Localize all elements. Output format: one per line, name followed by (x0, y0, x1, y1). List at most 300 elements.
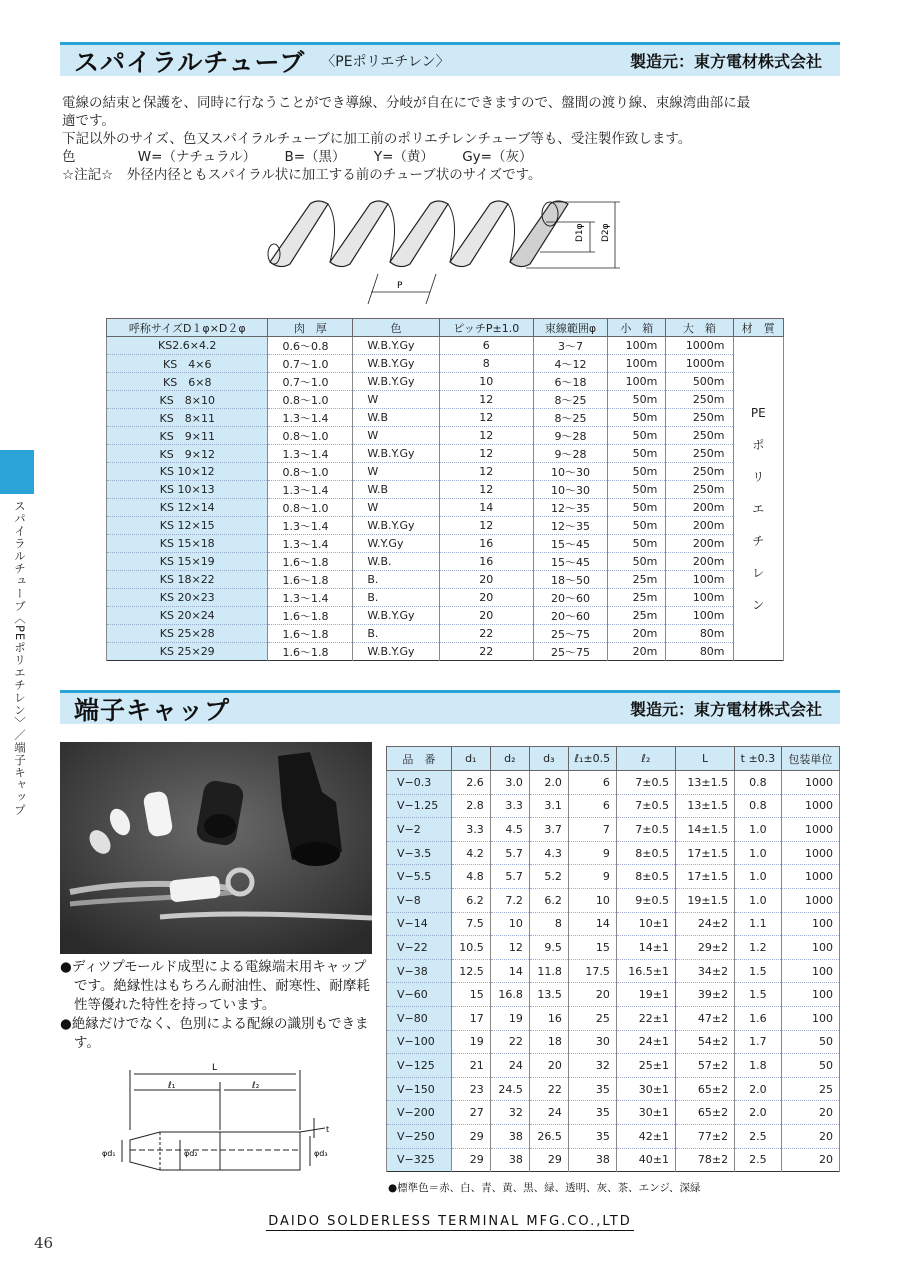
table-cell: 30±1 (616, 1077, 675, 1101)
table-cell: 12 (439, 481, 533, 499)
table-cell: KS 25×28 (107, 625, 268, 643)
table-cell: W.Y.Gy (353, 535, 439, 553)
table-cell: 3.1 (529, 794, 568, 818)
table-cell: 3.7 (529, 818, 568, 842)
color-legend (62, 148, 840, 166)
table-cell: 250m (666, 463, 733, 481)
d1-label: D1φ (575, 223, 585, 242)
table-cell: KS 4×6 (107, 355, 268, 373)
table-cell: 35 (568, 1077, 616, 1101)
table-row (387, 959, 840, 983)
table-cell: 38 (568, 1148, 616, 1172)
col-material: 材 質 (733, 319, 783, 337)
table-cell: 1.0 (735, 818, 782, 842)
col-color: 色 (353, 319, 439, 337)
table-cell: 5.7 (490, 865, 529, 889)
table-cell: 24±1 (616, 1030, 675, 1054)
table-cell: 100 (781, 1006, 839, 1030)
table-cell: 16.5±1 (616, 959, 675, 983)
table-cell: 20〜60 (533, 589, 608, 607)
table-cell: 24 (529, 1101, 568, 1125)
table-cell: 11.8 (529, 959, 568, 983)
table-row (107, 463, 784, 481)
table-cell: 14 (490, 959, 529, 983)
table-cell: 1000 (781, 771, 839, 795)
table-cell: 8 (439, 355, 533, 373)
table-cell: V−125 (387, 1054, 452, 1078)
table-cell: 15〜45 (533, 553, 608, 571)
table-cell: 14 (439, 499, 533, 517)
table-cell: W (353, 391, 439, 409)
table-cell: KS 15×18 (107, 535, 268, 553)
table-cell: 32 (568, 1054, 616, 1078)
table-cell: V−100 (387, 1030, 452, 1054)
table-cell: 12 (490, 936, 529, 960)
table-cell: 6 (439, 337, 533, 355)
col-d1: d₁ (451, 747, 490, 771)
table-cell: 50m (608, 391, 666, 409)
table-cell: 10.5 (451, 936, 490, 960)
table-cell: 22 (439, 643, 533, 661)
col-part-no: 品 番 (387, 747, 452, 771)
table-cell: 1.6〜1.8 (268, 571, 353, 589)
table-cell: 4.2 (451, 841, 490, 865)
table-cell: 12 (439, 445, 533, 463)
table-cell: 16.8 (490, 983, 529, 1007)
table-cell: 1.1 (735, 912, 782, 936)
manufacturer: 製造元：東方電材株式会社 (629, 52, 822, 71)
spiral-tube-table (106, 318, 784, 661)
table-cell: 20 (781, 1124, 839, 1148)
table-header-row (387, 747, 840, 771)
table-cell: 7±0.5 (616, 818, 675, 842)
table-cell: 2.0 (529, 771, 568, 795)
material-char: ポ (752, 438, 765, 452)
section-title: スパイラルチューブ (74, 47, 306, 77)
table-row (387, 794, 840, 818)
table-cell: 2.5 (735, 1124, 782, 1148)
table-row (107, 643, 784, 661)
table-cell: 3.0 (490, 771, 529, 795)
col-range: 束線範囲φ (533, 319, 608, 337)
table-cell: 32 (490, 1101, 529, 1125)
table-cell: 20 (781, 1148, 839, 1172)
table-cell: 20 (568, 983, 616, 1007)
table-cell: 1000 (781, 888, 839, 912)
feature-list (60, 958, 380, 1053)
table-row (387, 1148, 840, 1172)
table-cell: 47±2 (675, 1006, 734, 1030)
table-cell: 16 (439, 553, 533, 571)
length-label: L (212, 1063, 218, 1073)
table-cell: KS 6×8 (107, 373, 268, 391)
table-cell: 12 (439, 391, 533, 409)
table-cell: 1.3〜1.4 (268, 589, 353, 607)
table-cell: 78±2 (675, 1148, 734, 1172)
table-cell: W.B. (353, 553, 439, 571)
table-cell: 29 (529, 1148, 568, 1172)
table-cell: 1.6〜1.8 (268, 625, 353, 643)
feature-item: ●ディツプモールド成型による電線端末用キャップです。絶縁性はもちろん耐油性、耐寒性、耐摩耗性等優れた特性を持っています。 (60, 959, 370, 1013)
table-cell: 10 (568, 888, 616, 912)
table-cell: 250m (666, 409, 733, 427)
table-row (387, 818, 840, 842)
table-row (387, 1030, 840, 1054)
table-cell: W (353, 427, 439, 445)
table-row (107, 553, 784, 571)
table-cell: 1000 (781, 794, 839, 818)
table-cell: 12 (439, 427, 533, 445)
table-cell: 8 (529, 912, 568, 936)
table-cell: 25m (608, 607, 666, 625)
table-row (107, 625, 784, 643)
table-cell: 80m (666, 625, 733, 643)
table-cell: 17±1.5 (675, 865, 734, 889)
table-cell: 50 (781, 1030, 839, 1054)
color-y: Y=（黄） (373, 149, 434, 165)
table-cell: W (353, 499, 439, 517)
manufacturer: 製造元：東方電材株式会社 (629, 700, 822, 719)
color-b: B=（黒） (284, 149, 346, 165)
desc-note: ☆注記☆ 外径内径ともスパイラル状に加工する前のチューブ状のサイズです。 (62, 167, 542, 183)
table-cell: 20〜60 (533, 607, 608, 625)
table-cell: V−80 (387, 1006, 452, 1030)
table-cell: 13.5 (529, 983, 568, 1007)
table-cell: W.B (353, 409, 439, 427)
table-row (387, 1124, 840, 1148)
material-char: リ (752, 470, 765, 484)
table-cell: 10±1 (616, 912, 675, 936)
d1-label: φd₁ (102, 1149, 116, 1158)
table-cell: 10〜30 (533, 463, 608, 481)
table-cell: 20 (529, 1054, 568, 1078)
color-gy: Gy=（灰） (462, 149, 533, 165)
table-cell: 39±2 (675, 983, 734, 1007)
feature-item: ●絶縁だけでなく、色別による配線の識別もできます。 (60, 1016, 369, 1051)
table-cell: 18〜50 (533, 571, 608, 589)
table-cell: 2.0 (735, 1101, 782, 1125)
terminal-cap-table (386, 746, 840, 1172)
l2-label: ℓ₂ (252, 1081, 260, 1091)
table-cell: 38 (490, 1124, 529, 1148)
table-cell: 1.8 (735, 1054, 782, 1078)
col-t: t ±0.3 (735, 747, 782, 771)
page-number: 46 (34, 1234, 54, 1252)
table-row (387, 1006, 840, 1030)
table-cell: 4.3 (529, 841, 568, 865)
table-cell: 0.8 (735, 794, 782, 818)
table-cell: 4.5 (490, 818, 529, 842)
material-char: ン (752, 598, 765, 612)
table-cell: 24±2 (675, 912, 734, 936)
material-char: PE (750, 406, 766, 420)
table-cell: 50m (608, 463, 666, 481)
table-cell: 1.3〜1.4 (268, 409, 353, 427)
table-cell: 16 (529, 1006, 568, 1030)
table-cell: 50 (781, 1054, 839, 1078)
table-cell: V−5.5 (387, 865, 452, 889)
table-cell: 25〜75 (533, 643, 608, 661)
table-cell: 15〜45 (533, 535, 608, 553)
col-size: 呼称サイズD１φ×D２φ (107, 319, 268, 337)
table-cell: KS 9×12 (107, 445, 268, 463)
table-cell: 1000m (666, 337, 733, 355)
table-cell: 26.5 (529, 1124, 568, 1148)
table-cell: 3.3 (490, 794, 529, 818)
table-cell: 0.8〜1.0 (268, 391, 353, 409)
table-cell: V−2 (387, 818, 452, 842)
table-cell: 250m (666, 481, 733, 499)
table-cell: 17±1.5 (675, 841, 734, 865)
table-cell: V−250 (387, 1124, 452, 1148)
table-cell: 0.7〜1.0 (268, 373, 353, 391)
side-tab-marker (0, 450, 34, 494)
table-cell: V−325 (387, 1148, 452, 1172)
table-cell: KS 25×29 (107, 643, 268, 661)
table-cell: 50m (608, 499, 666, 517)
table-cell: 1.2 (735, 936, 782, 960)
col-l2: ℓ₂ (616, 747, 675, 771)
table-cell: 1000 (781, 841, 839, 865)
col-d3: d₃ (529, 747, 568, 771)
table-cell: 100 (781, 912, 839, 936)
table-cell: 80m (666, 643, 733, 661)
table-row (387, 936, 840, 960)
table-cell: 1.6〜1.8 (268, 643, 353, 661)
table-cell: 200m (666, 499, 733, 517)
table-cell: 25〜75 (533, 625, 608, 643)
table-row (107, 535, 784, 553)
col-pack: 包装単位 (781, 747, 839, 771)
col-l1: ℓ₁±0.5 (568, 747, 616, 771)
table-cell: 5.7 (490, 841, 529, 865)
table-cell: 13±1.5 (675, 794, 734, 818)
table-cell: 14±1.5 (675, 818, 734, 842)
section-title: 端子キャップ (74, 695, 231, 725)
table-cell: 9〜28 (533, 427, 608, 445)
table-cell: 0.6〜0.8 (268, 337, 353, 355)
table-row (107, 571, 784, 589)
product-photo (60, 742, 372, 954)
table-cell: 19 (490, 1006, 529, 1030)
table-cell: 20m (608, 643, 666, 661)
col-small-box: 小 箱 (608, 319, 666, 337)
table-cell: 100 (781, 936, 839, 960)
table-cell: 25±1 (616, 1054, 675, 1078)
table-cell: 9±0.5 (616, 888, 675, 912)
table-cell: 3.3 (451, 818, 490, 842)
spiral-tube-header (60, 42, 840, 76)
table-cell: 65±2 (675, 1101, 734, 1125)
table-cell: 35 (568, 1101, 616, 1125)
table-cell: V−14 (387, 912, 452, 936)
table-cell: 1000m (666, 355, 733, 373)
table-cell: 100m (666, 571, 733, 589)
table-cell: 16 (439, 535, 533, 553)
table-cell: 24.5 (490, 1077, 529, 1101)
table-cell: 50m (608, 535, 666, 553)
table-cell: 14 (568, 912, 616, 936)
table-cell: 23 (451, 1077, 490, 1101)
table-cell: 9〜28 (533, 445, 608, 463)
table-cell: 10 (439, 373, 533, 391)
table-cell: KS 15×19 (107, 553, 268, 571)
table-cell: 6 (568, 771, 616, 795)
l1-label: ℓ₁ (168, 1081, 176, 1091)
table-cell: V−60 (387, 983, 452, 1007)
table-cell: B. (353, 571, 439, 589)
table-cell: 29±2 (675, 936, 734, 960)
table-cell: 100m (666, 607, 733, 625)
table-cell: W.B.Y.Gy (353, 517, 439, 535)
table-cell: 19 (451, 1030, 490, 1054)
material-char: チ (752, 534, 765, 548)
table-cell: 42±1 (616, 1124, 675, 1148)
table-cell: 1.3〜1.4 (268, 517, 353, 535)
table-cell: 6〜18 (533, 373, 608, 391)
table-cell: 1000 (781, 865, 839, 889)
table-cell: 200m (666, 517, 733, 535)
table-cell: 21 (451, 1054, 490, 1078)
table-row (107, 499, 784, 517)
col-thickness: 肉 厚 (268, 319, 353, 337)
table-cell: 50m (608, 517, 666, 535)
table-cell: 7.2 (490, 888, 529, 912)
table-cell: KS 20×23 (107, 589, 268, 607)
table-cell: 25 (568, 1006, 616, 1030)
table-cell: 2.5 (735, 1148, 782, 1172)
side-label: スパイラルチューブ〈PEポリエチレン〉／端子キャップ (13, 500, 27, 817)
table-cell: B. (353, 625, 439, 643)
col-large-box: 大 箱 (666, 319, 733, 337)
table-cell: 50m (608, 445, 666, 463)
table-cell: 34±2 (675, 959, 734, 983)
description (62, 94, 840, 184)
table-cell: 22 (490, 1030, 529, 1054)
table-cell: W.B.Y.Gy (353, 373, 439, 391)
table-cell: 17.5 (568, 959, 616, 983)
table-cell: 12.5 (451, 959, 490, 983)
table-cell: 15 (568, 936, 616, 960)
table-cell: 1000 (781, 818, 839, 842)
table-cell: KS 12×14 (107, 499, 268, 517)
table-cell: 9 (568, 841, 616, 865)
table-cell: 20 (781, 1101, 839, 1125)
table-cell: KS 18×22 (107, 571, 268, 589)
table-cell: 1.6〜1.8 (268, 607, 353, 625)
company-name (0, 1214, 900, 1229)
material-char: エ (752, 502, 765, 516)
color-w: W=（ナチュラル） (137, 149, 257, 165)
table-row (107, 373, 784, 391)
table-cell: V−3.5 (387, 841, 452, 865)
table-cell: 100m (608, 355, 666, 373)
table-cell: KS 10×12 (107, 463, 268, 481)
company-text: DAIDO SOLDERLESS TERMINAL MFG.CO.,LTD (268, 1214, 632, 1229)
table-row (387, 1077, 840, 1101)
terminal-cap-diagram (100, 1060, 340, 1182)
table-row (107, 427, 784, 445)
table-cell: 22 (529, 1077, 568, 1101)
spiral-tube-diagram (250, 192, 650, 312)
table-cell: 6.2 (529, 888, 568, 912)
table-cell: KS 9×11 (107, 427, 268, 445)
table-cell: V−150 (387, 1077, 452, 1101)
table-cell: 19±1.5 (675, 888, 734, 912)
table-cell: 1.3〜1.4 (268, 535, 353, 553)
table-row (107, 481, 784, 499)
material-cell (733, 337, 783, 661)
table-cell: 200m (666, 535, 733, 553)
desc-line: 適です。 (62, 113, 115, 129)
table-cell: 65±2 (675, 1077, 734, 1101)
table-cell: 30±1 (616, 1101, 675, 1125)
table-row (387, 1101, 840, 1125)
table-cell: KS 12×15 (107, 517, 268, 535)
table-cell: 22 (439, 625, 533, 643)
table-cell: 38 (490, 1148, 529, 1172)
table-cell: 13±1.5 (675, 771, 734, 795)
table-cell: 100m (608, 337, 666, 355)
table-row (107, 607, 784, 625)
table-cell: 27 (451, 1101, 490, 1125)
table-cell: 10〜30 (533, 481, 608, 499)
table-cell: 0.8 (735, 771, 782, 795)
t-label: t (326, 1125, 330, 1134)
table-cell: 25 (781, 1077, 839, 1101)
table-cell: 8±0.5 (616, 841, 675, 865)
table-row (387, 1054, 840, 1078)
table-cell: 12〜35 (533, 517, 608, 535)
table-cell: 1.5 (735, 983, 782, 1007)
table-cell: 0.8〜1.0 (268, 463, 353, 481)
table-cell: W.B.Y.Gy (353, 355, 439, 373)
table-row (387, 888, 840, 912)
table-cell: 15 (451, 983, 490, 1007)
table-cell: 100m (608, 373, 666, 391)
table-cell: 20 (439, 589, 533, 607)
table-cell: 0.8〜1.0 (268, 427, 353, 445)
table-cell: 6.2 (451, 888, 490, 912)
table-row (387, 912, 840, 936)
table-cell: 29 (451, 1124, 490, 1148)
table-cell: 12 (439, 517, 533, 535)
table-row (387, 771, 840, 795)
table-cell: 57±2 (675, 1054, 734, 1078)
col-d2: d₂ (490, 747, 529, 771)
table-cell: 25m (608, 589, 666, 607)
table-cell: 29 (451, 1148, 490, 1172)
table-cell: 7.5 (451, 912, 490, 936)
table-cell: 100m (666, 589, 733, 607)
table-cell: V−0.3 (387, 771, 452, 795)
table-cell: 19±1 (616, 983, 675, 1007)
table-cell: 20m (608, 625, 666, 643)
desc-line: 電線の結束と保護を、同時に行なうことができ導線、分岐が自在にできますので、盤間の渡り線、束線湾曲部に最 (62, 95, 751, 111)
table-cell: 0.7〜1.0 (268, 355, 353, 373)
table-cell: 8〜25 (533, 409, 608, 427)
table-cell: 200m (666, 553, 733, 571)
table-cell: 2.6 (451, 771, 490, 795)
table-cell: W (353, 463, 439, 481)
table-cell: KS2.6×4.2 (107, 337, 268, 355)
col-length: L (675, 747, 734, 771)
table-cell: 25m (608, 571, 666, 589)
table-cell: 100 (781, 983, 839, 1007)
table-cell: 1.6 (735, 1006, 782, 1030)
table-cell: 1.5 (735, 959, 782, 983)
table-cell: 50m (608, 481, 666, 499)
